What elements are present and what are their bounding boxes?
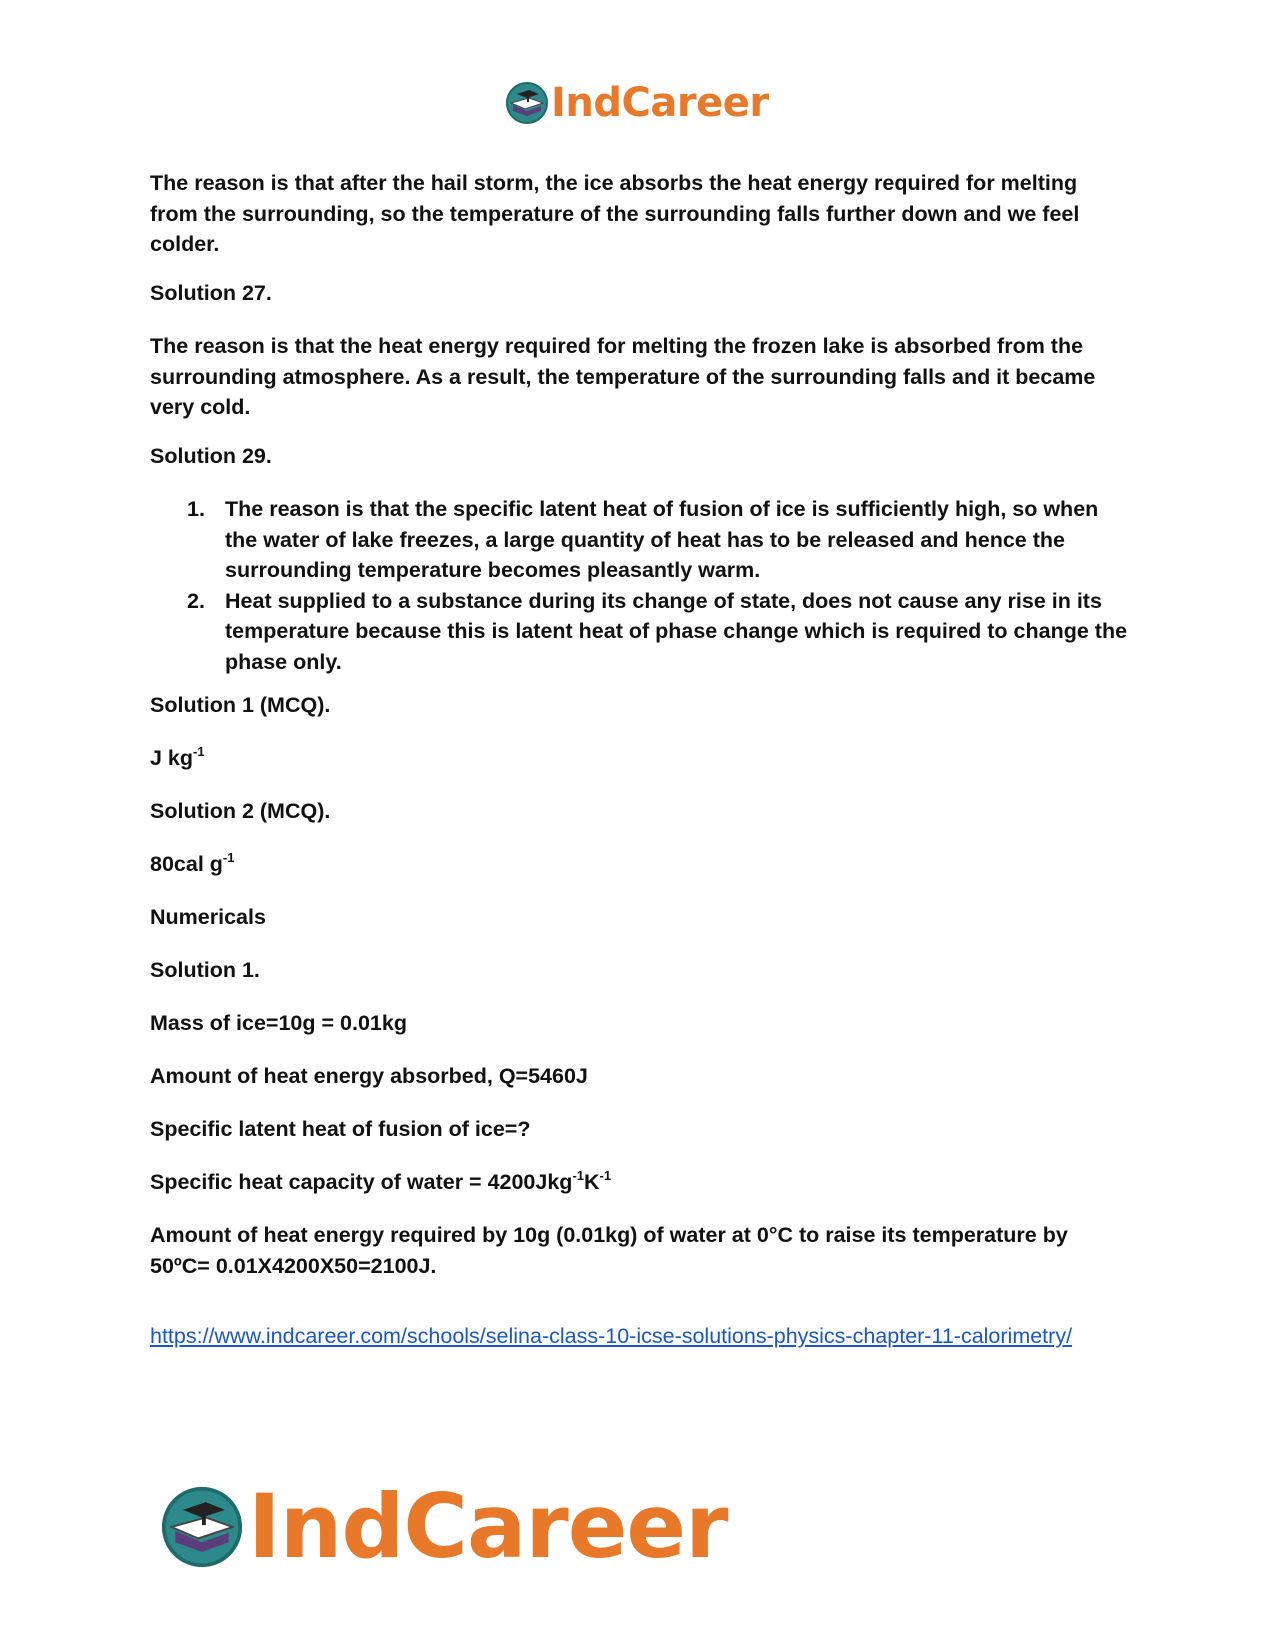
- heading-solution-1-mcq: Solution 1 (MCQ).: [150, 693, 331, 717]
- brand-wordmark: IndCareer: [551, 80, 769, 126]
- specific-heat-capacity: [150, 1167, 1130, 1198]
- list-number: 1.: [187, 497, 205, 521]
- list-item-text: The reason is that the specific latent heat of fusion of ice is sufficiently high, so when the water of lake freezes, a large quantity of heat has to be released and hence the surrounding temperature becomes pleasantly warm.: [225, 497, 1099, 582]
- answer-mcq-1-unit: J kg: [150, 746, 194, 770]
- list-item: [150, 586, 1130, 678]
- header-logo: [505, 80, 769, 126]
- list-number: 2.: [187, 588, 205, 613]
- heading-numericals: Numericals: [150, 905, 266, 929]
- shc-exponent-k: -1: [599, 1167, 612, 1183]
- heading-solution-27: Solution 27.: [150, 281, 272, 305]
- paragraph-hail-storm: The reason is that after the hail storm, the ice absorbs the heat energy required for melting from the surrounding, so the temperature of the surrounding falls further down and we feel colder.: [150, 171, 1080, 256]
- heat-absorbed: Amount of heat energy absorbed, Q=5460J: [150, 1064, 588, 1088]
- paragraph-frozen-lake: The reason is that the heat energy required for melting the frozen lake is absorbed from the surrounding atmosphere. As a result, the temperature of the surrounding falls and it became very cold.: [150, 334, 1096, 419]
- shc-text: Specific heat capacity of water = 4200Jkg: [150, 1170, 573, 1194]
- mass-of-ice: Mass of ice=10g = 0.01kg: [150, 1011, 407, 1035]
- list-item: [150, 494, 1130, 586]
- solution-29-list: [150, 494, 1130, 677]
- answer-mcq-1: [150, 743, 1130, 774]
- footer-logo: [160, 1475, 728, 1578]
- latent-heat-unknown: Specific latent heat of fusion of ice=?: [150, 1117, 531, 1141]
- heading-solution-1: Solution 1.: [150, 958, 260, 982]
- shc-exponent-kg: -1: [572, 1167, 585, 1183]
- heading-solution-29: Solution 29.: [150, 444, 272, 468]
- answer-mcq-2-exponent: -1: [222, 849, 235, 865]
- heat-required: Amount of heat energy required by 10g (0.01kg) of water at 0°C to raise its temperature by 50ºC= 0.01X4200X50=2100J.: [150, 1223, 1068, 1278]
- graduation-book-icon: [160, 1485, 244, 1569]
- answer-mcq-1-exponent: -1: [193, 743, 205, 759]
- source-link[interactable]: https://www.indcareer.com/schools/selina-class-10-icse-solutions-physics-chapter-11-calorimetry/: [150, 1324, 1073, 1348]
- brand-wordmark: IndCareer: [248, 1475, 728, 1578]
- list-item-text: Heat supplied to a substance during its change of state, does not cause any rise in its temperature because this is latent heat of phase change which is required to change the phase only.: [225, 588, 1128, 674]
- answer-mcq-2: [150, 849, 1130, 880]
- shc-kelvin: K: [584, 1170, 600, 1194]
- answer-mcq-2-unit: 80cal g: [150, 852, 223, 876]
- heading-solution-2-mcq: Solution 2 (MCQ).: [150, 799, 331, 823]
- graduation-book-icon: [505, 81, 549, 125]
